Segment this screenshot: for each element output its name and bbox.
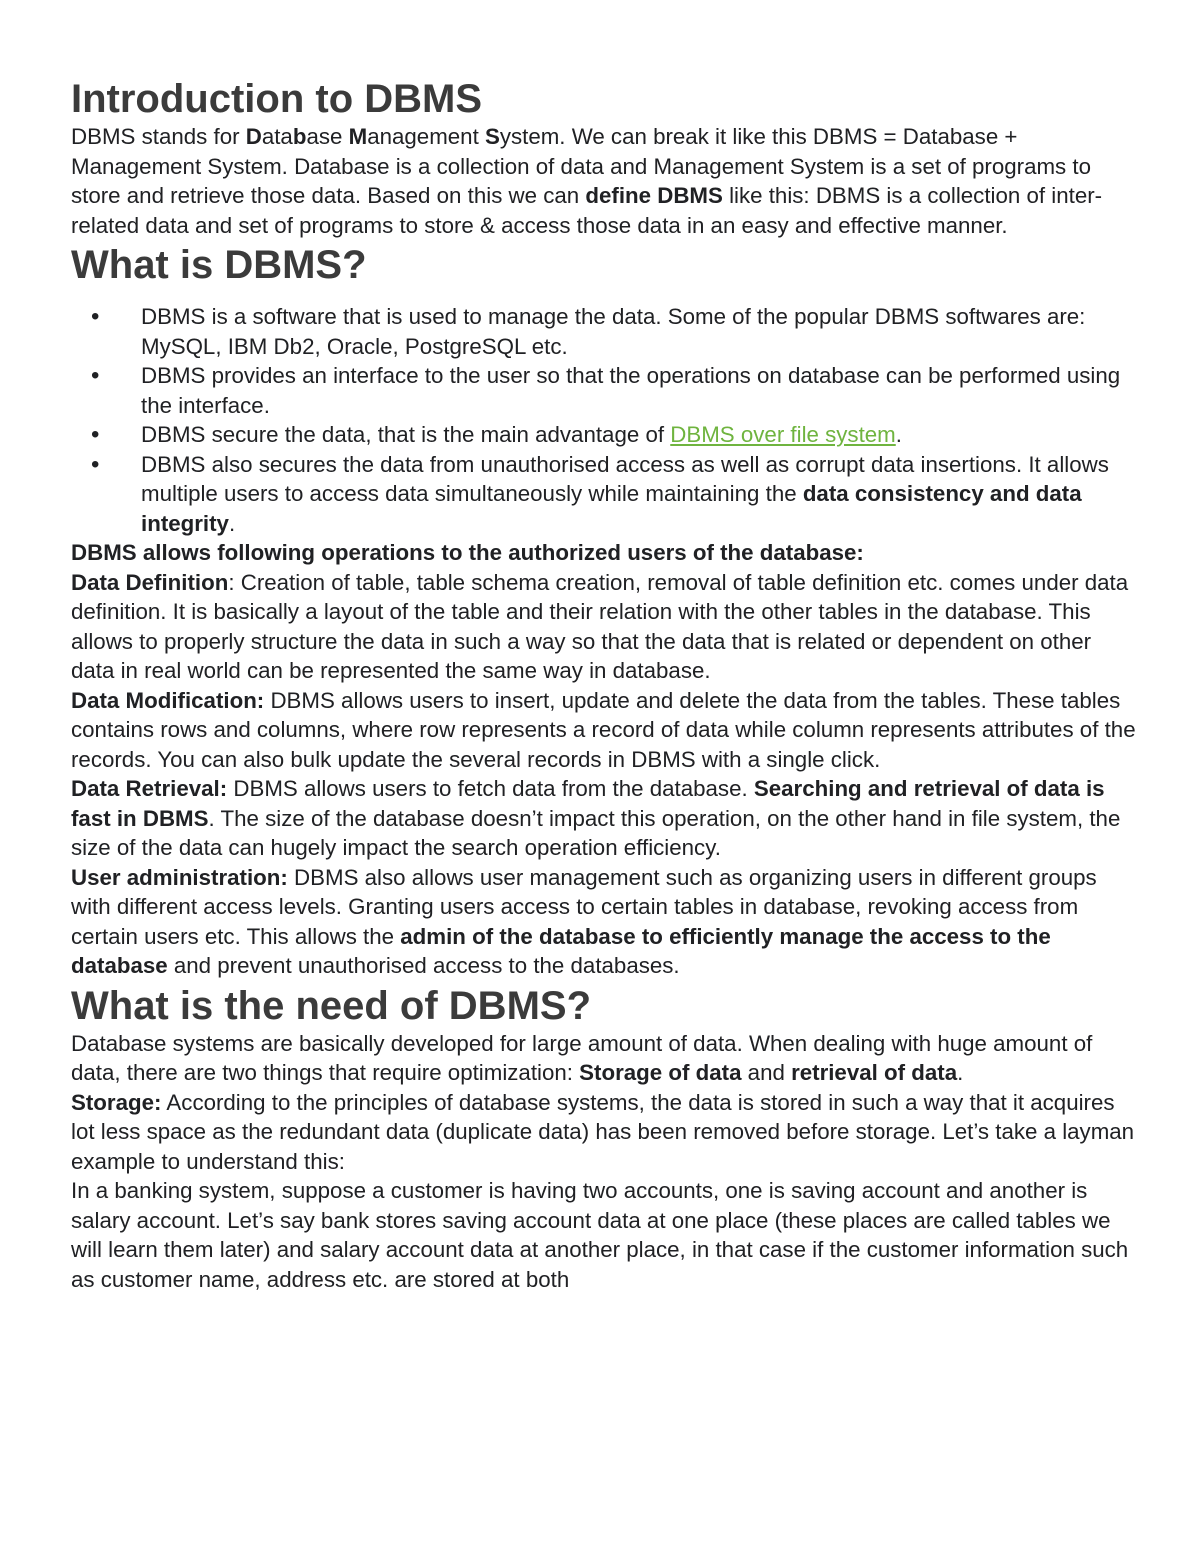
list-item: • DBMS also secures the data from unauthorised access as well as corrupt data insertions. It allows multiple users to access data simultaneously while maintaining the data consistency and data integrity. <box>130 450 1138 539</box>
need-paragraph: Database systems are basically developed for large amount of data. When dealing with huge amount of data, there are two things that require optimization: Storage of data and retrieval of data. <box>71 1030 1093 1085</box>
list-item: • DBMS provides an interface to the user so that the operations on database can be performed using the interface. <box>130 361 1138 420</box>
heading-what-is-dbms: What is DBMS? <box>71 243 367 287</box>
user-administration-paragraph: User administration: DBMS also allows user management such as organizing users in different groups with different access levels. Granting users access to certain tables in database, revoking access from certain users etc. This allows the admin of the database to efficiently manage the access to the database and prevent unauthorised access to the databases. <box>71 864 1097 978</box>
operations-heading: DBMS allows following operations to the authorized users of the database: <box>71 540 864 565</box>
data-retrieval-paragraph: Data Retrieval: DBMS allows users to fetch data from the database. Searching and retrieval of data is fast in DBMS. The size of the database doesn’t impact this operation, on the other hand in file system, the size of the data can hugely impact the search operation efficiency. <box>71 776 1121 860</box>
storage-paragraph: Storage: According to the principles of database systems, the data is stored in such a way that it acquires lot less space as the redundant data (duplicate data) has been removed before storage. Let’s take a layman example to understand this: <box>71 1089 1135 1174</box>
heading-need-of-dbms: What is the need of DBMS? <box>71 983 591 1028</box>
intro-paragraph: DBMS stands for Database Management System. We can break it like this DBMS = Database + Management System. Database is a collection of data and Management System is a set of programs to store and retrieve those data. Based on this we can define DBMS like this: DBMS is a collection of inter-related data and set of programs to store & access those data in an easy and effective manner. <box>71 124 1103 238</box>
data-modification-paragraph: Data Modification: DBMS allows users to insert, update and delete the data from the tables. These tables contains rows and columns, where row represents a record of data while column represents attributes of the records. You can also bulk update the several records in DBMS with a single click. <box>71 687 1136 772</box>
what-is-bullet-list <box>71 302 1138 538</box>
banking-example-paragraph: In a banking system, suppose a customer is having two accounts, one is saving account and another is salary account. Let’s say bank stores saving account data at one place (these places are called tables we will learn them later) and salary account data at another place, in that case if the customer information such as customer name, address etc. are stored at both <box>71 1178 1129 1292</box>
list-item: • DBMS is a software that is used to manage the data. Some of the popular DBMS softwares are: MySQL, IBM Db2, Oracle, PostgreSQL etc. <box>130 302 1138 361</box>
data-definition-paragraph: Data Definition: Creation of table, table schema creation, removal of table definition etc. comes under data definition. It is basically a layout of the table and their relation with the other tables in the database. This allows to properly structure the data in such a way so that the data that is related or dependent on other data in real world can be represented the same way in database. <box>71 569 1129 683</box>
list-item: • DBMS secure the data, that is the main advantage of DBMS over file system. <box>130 420 1138 450</box>
dbms-over-file-system-link[interactable]: DBMS over file system <box>670 422 896 447</box>
heading-introduction: Introduction to DBMS <box>71 77 483 121</box>
